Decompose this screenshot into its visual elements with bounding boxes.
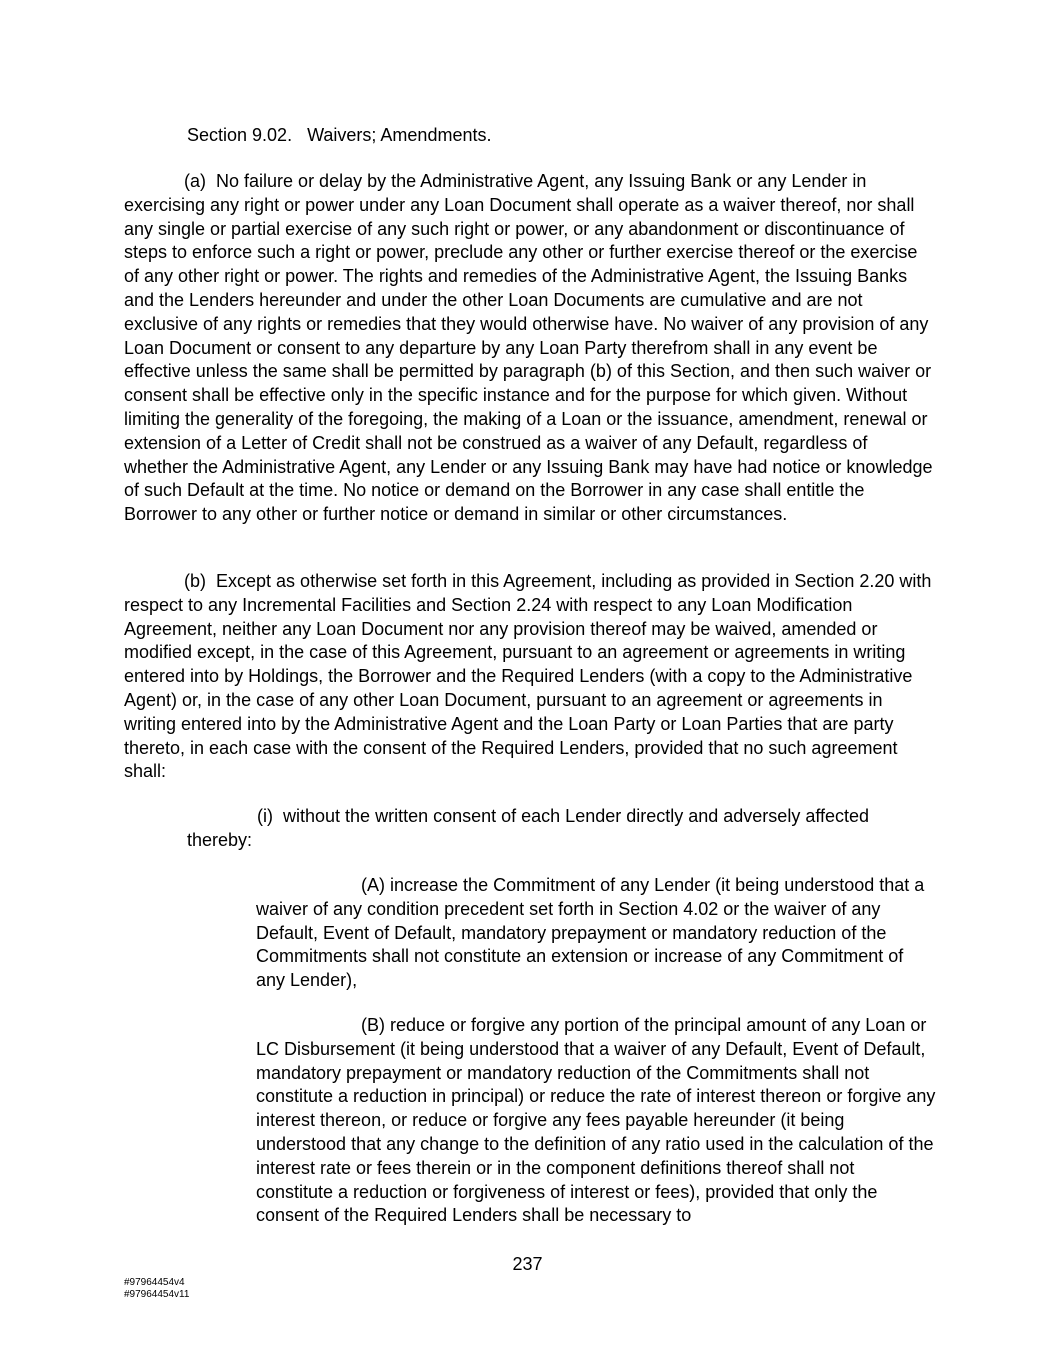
paragraph-b — [124, 570, 936, 784]
paragraph-a-lead: (a) — [124, 171, 217, 191]
paragraph-a-text: No failure or delay by the Administrative Agent, any Issuing Bank or any Lender in exercising any right or power under any Loan Document shall operate as a waiver thereof, nor shall any single or partial exercise of any such right or power, or any abandonment or discontinuance of steps to enforce such a right or power, preclude any other or further exercise thereof or the exercise of any other right or power. The rights and remedies of the Administrative Agent, the Issuing Banks and the Lenders hereunder and under the other Loan Documents are cumulative and are not exclusive of any rights or remedies that they would otherwise have. No waiver of any provision of any Loan Document or consent to any departure by any Loan Party therefrom shall in any event be effective unless the same shall be permitted by paragraph (b) of this Section, and then such waiver or consent shall be effective only in the specific instance and for the purpose for which given. Without limiting the generality of the foregoing, the making of a Loan or the issuance, amendment, renewal or extension of a Letter of Credit shall not be construed as a waiver of any Default, regardless of whether the Administrative Agent, any Lender or any Issuing Bank may have had notice or knowledge of such Default at the time. No notice or demand on the Borrower in any case shall entitle the Borrower to any other or further notice or demand in similar or other circumstances. — [124, 171, 933, 525]
clause-i-text: without the written consent of each Lender directly and adversely affected thereby: — [187, 806, 870, 850]
paragraph-b-lead: (b) — [124, 571, 217, 591]
document-id: #97964454v4 — [124, 1277, 185, 1288]
clause-A — [256, 874, 932, 993]
clause-B-lead: (B) — [256, 1015, 391, 1035]
clause-B — [256, 1014, 936, 1228]
clause-B-text: reduce or forgive any portion of the principal amount of any Loan or LC Disbursement (it being understood that a waiver of any Default, Event of Default, mandatory prepayment or mandatory reduction of the Commitments shall not constitute a reduction in principal) or reduce the rate of interest thereon or forgive any interest thereon, or reduce or forgive any fees payable hereunder (it being understood that any change to the definition of any ratio used in the calculation of the interest rate or fees therein or in the component definitions thereof shall not constitute a reduction or forgiveness of interest or fees), provided that only the consent of the Required Lenders shall be necessary to — [256, 1015, 936, 1226]
section-heading: Section 9.02. Waivers; Amendments. — [187, 125, 492, 145]
clause-A-text: increase the Commitment of any Lender (it being understood that a waiver of any condition precedent set forth in Section 4.02 or the waiver of any Default, Event of Default, mandatory prepayment or mandatory reduction of the Commitments shall not constitute an extension or increase of any Commitment of any Lender), — [256, 875, 925, 991]
document-id: #97964454v11 — [124, 1289, 190, 1300]
clause-i-lead: (i) — [187, 806, 284, 826]
clause-i — [187, 805, 932, 853]
paragraph-b-text: Except as otherwise set forth in this Agreement, including as provided in Section 2.20 with respect to any Incremental Facilities and Section 2.24 with respect to any Loan Modification Agreement, neither any Loan Document nor any provision thereof may be waived, amended or modified except, in the case of this Agreement, pursuant to an agreement or agreements in writing entered into by Holdings, the Borrower and the Required Lenders (with a copy to the Administrative Agent) or, in the case of any other Loan Document, pursuant to an agreement or agreements in writing entered into by the Administrative Agent and the Loan Party or Loan Parties that are party thereto, in each case with the consent of the Required Lenders, provided that no such agreement shall: — [124, 571, 932, 782]
clause-A-lead: (A) — [256, 875, 391, 895]
page-number: 237 — [512, 1254, 543, 1274]
paragraph-a — [124, 170, 936, 527]
